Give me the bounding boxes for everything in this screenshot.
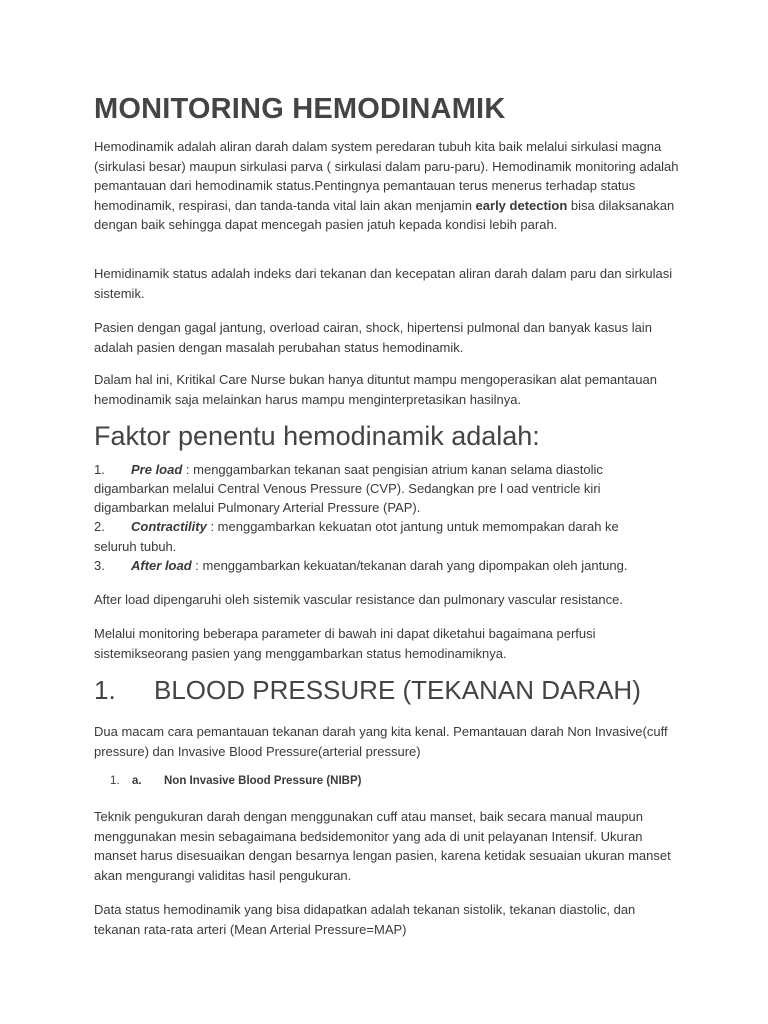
- heading-blood-pressure: [94, 675, 641, 706]
- page-title: MONITORING HEMODINAMIK: [94, 93, 506, 125]
- factor-number: 3.: [94, 558, 105, 573]
- factor-item-2-line2: seluruh tubuh.: [94, 539, 177, 554]
- paragraph-teknik-pengukuran: Teknik pengukuran darah dengan menggunakan cuff atau manset, baik secara manual maupun menggunakan mesin sebagaimana bedsidemonitor yang ada di unit pelayanan Intensif. Ukuran manset harus disesuaikan dengan besarnya lengan pasien, karena ketidak sesuaian ukuran manset akan mengurangi validitas hasil pengukuran.: [94, 809, 671, 883]
- paragraph-dua-macam: Dua macam cara pemantauan tekanan darah yang kita kenal. Pemantauan darah Non Invasive(cuff pressure) dan Invasive Blood Pressure(arterial pressure): [94, 724, 668, 759]
- factor-number: 2.: [94, 519, 105, 534]
- paragraph-pasien: Pasien dengan gagal jantung, overload cairan, shock, hipertensi pulmonal dan banyak kasus lain adalah pasien dengan masalah perubahan status hemodinamik.: [94, 320, 652, 355]
- sub-item-label: Non Invasive Blood Pressure (NIBP): [164, 775, 362, 787]
- heading-number: 1.: [94, 675, 116, 705]
- factor-term: Contractility: [131, 519, 207, 534]
- paragraph-hemodinamik-status: Hemidinamik status adalah indeks dari tekanan dan kecepatan aliran darah dalam paru dan sirkulasi sistemik.: [94, 266, 673, 301]
- paragraph-kritikal-care: Dalam hal ini, Kritikal Care Nurse bukan hanya dituntut mampu mengoperasikan alat pemantauan hemodinamik saja melainkan harus mampu menginterpretasikan hasilnya.: [94, 372, 657, 407]
- factor-desc: : menggambarkan kekuatan/tekanan darah yang dipompakan oleh jantung.: [191, 558, 628, 573]
- paragraph-melalui-monitoring: Melalui monitoring beberapa parameter di bawah ini dapat diketahui bagaimana perfusi sistemikseorang pasien yang menggambarkan status hemodinamiknya.: [94, 626, 596, 661]
- factor-term: Pre load: [131, 462, 183, 477]
- sub-item-number: 1.: [110, 775, 120, 787]
- factor-term: After load: [131, 558, 192, 573]
- factor-item-1-line3: digambarkan melalui Pulmonary Arterial Pressure (PAP).: [94, 500, 421, 515]
- paragraph-data-status: Data status hemodinamik yang bisa didapatkan adalah tekanan sistolik, tekanan diastolic, dan tekanan rata-rata arteri (Mean Arterial Pressure=MAP): [94, 902, 636, 937]
- intro-bold-text: early detection: [475, 197, 568, 213]
- factor-desc: : menggambarkan kekuatan otot jantung untuk memompakan darah ke: [206, 519, 619, 534]
- factor-number: 1.: [94, 462, 105, 477]
- intro-text: Hemodinamik adalah aliran darah dalam system peredaran tubuh kita baik melalui sirkulasi magna (sirkulasi besar) maupun sirkulasi parva ( sirkulasi dalam paru-paru). Hemodinamik monitoring adalah pemantauan dari hemodinamik status.Pentingnya pemantauan terus menerus terhadap status hemodinamik, respirasi, dan tanda-tanda vital lain akan menjamin: [94, 139, 679, 213]
- factor-item-3: [94, 556, 627, 576]
- paragraph-after-load: After load dipengaruhi oleh sistemik vascular resistance dan pulmonary vascular resistance.: [94, 592, 623, 607]
- intro-paragraph: [94, 137, 684, 235]
- intro-text-end: bisa dilaksanakan dengan baik sehingga dapat mencegah pasien jatuh kepada kondisi lebih parah.: [94, 197, 675, 233]
- sub-item-letter: a.: [132, 775, 142, 787]
- heading-text: BLOOD PRESSURE (TEKANAN DARAH): [154, 675, 641, 705]
- factor-item-1: [94, 460, 603, 480]
- sub-item-nibp: [110, 775, 361, 787]
- factor-item-2: [94, 517, 619, 537]
- heading-faktor: Faktor penentu hemodinamik adalah:: [94, 421, 540, 451]
- factor-item-1-line2: digambarkan melalui Central Venous Pressure (CVP). Sedangkan pre l oad ventricle kiri: [94, 481, 601, 496]
- factor-desc: : menggambarkan tekanan saat pengisian atrium kanan selama diastolic: [182, 462, 603, 477]
